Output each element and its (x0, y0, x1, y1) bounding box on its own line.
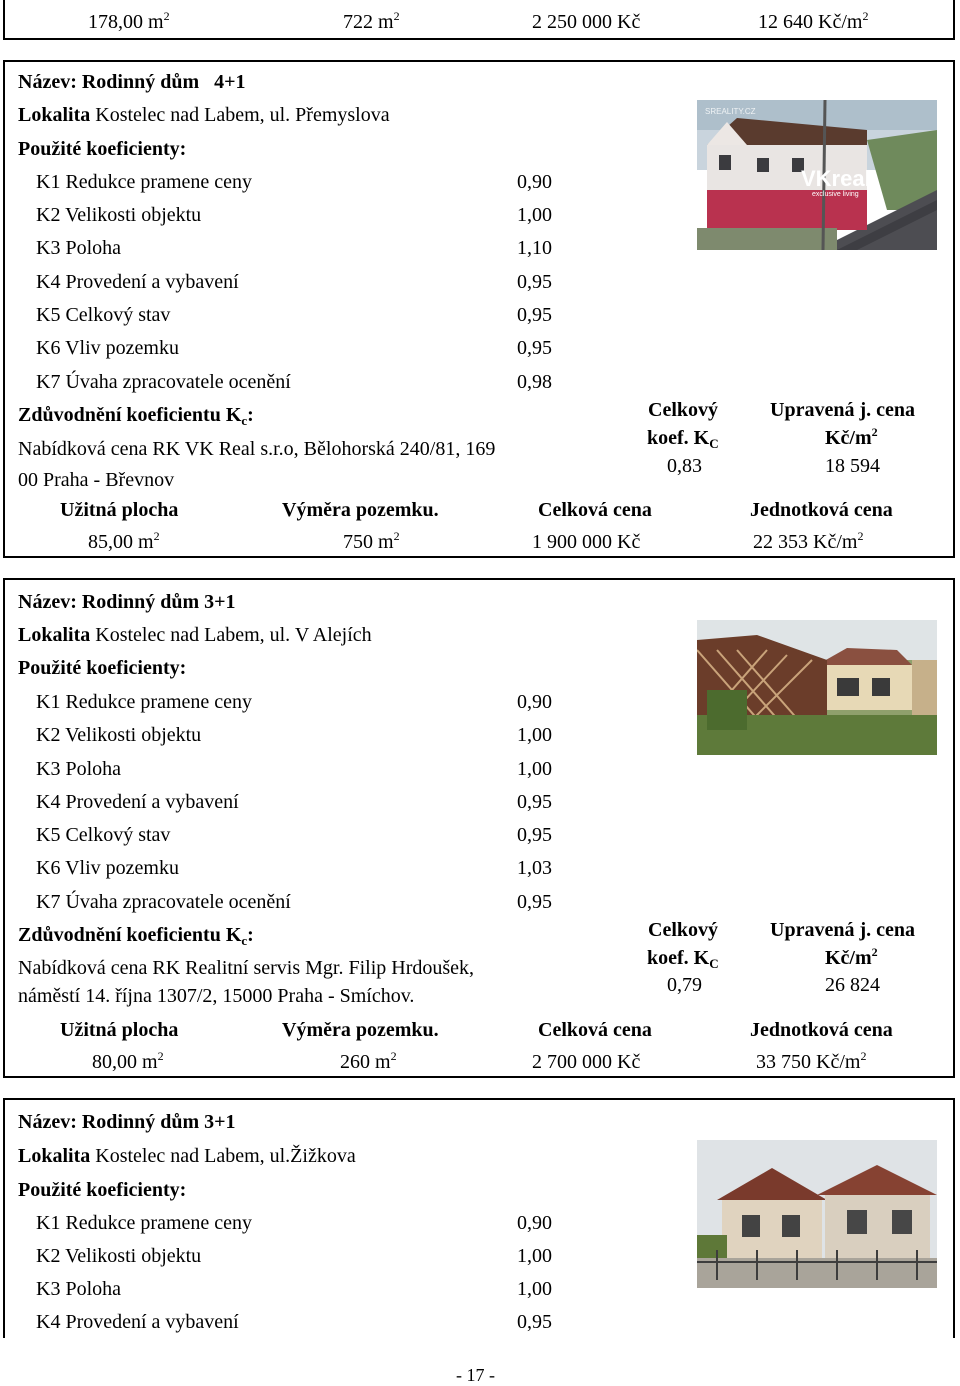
coef-value: 1,03 (517, 857, 552, 879)
coef-label: K4 Provedení a vybavení (36, 791, 239, 813)
coef-label: K4 Provedení a vybavení (36, 271, 239, 293)
coef-label: K1 Redukce pramene ceny (36, 171, 253, 193)
coef-value: 0,95 (517, 891, 552, 913)
top-price: 2 250 000 Kč (532, 11, 641, 33)
header-price: Celková cena (538, 1019, 652, 1041)
value-unit: 22 353 $Kč/m^2$ (753, 529, 864, 553)
total-koef-label: Celkový (648, 399, 718, 421)
coef-value: 0,95 (517, 1311, 552, 1333)
coef-value: 0,98 (517, 371, 552, 393)
coef-label: K2 Velikosti objektu (36, 204, 202, 226)
coefficients-heading: Použité koeficienty: (18, 657, 187, 679)
property-photo (697, 100, 937, 250)
coef-value: 1,00 (517, 724, 552, 746)
value-price: 2 700 000 Kč (532, 1051, 641, 1073)
coef-value: 0,95 (517, 271, 552, 293)
coef-label: K3 Poloha (36, 1278, 121, 1300)
coefficients-heading: Použité koeficienty: (18, 1179, 187, 1201)
source-line: Nabídková cena RK Realitní servis Mgr. Filip Hrdoušek, (18, 957, 475, 979)
listing-name: Název: Rodinný dům 3+1 (18, 1111, 236, 1133)
coef-label: K1 Redukce pramene ceny (36, 1212, 253, 1234)
coef-label: K3 Poloha (36, 758, 121, 780)
photo-watermark: VKreal (801, 166, 871, 191)
source-line: náměstí 14. října 1307/2, 15000 Praha - Smíchov. (18, 985, 415, 1007)
coef-label: K5 Celkový stav (36, 824, 171, 846)
coef-value: 0,95 (517, 824, 552, 846)
coef-label: K6 Vliv pozemku (36, 337, 179, 359)
source-line: 00 Praha - Břevnov (18, 469, 175, 491)
listing-locality: Lokalita Kostelec nad Labem, ul. Přemyslova (18, 104, 390, 126)
header-unit: Jednotková cena (750, 499, 893, 521)
coef-value: 0,90 (517, 1212, 552, 1234)
coef-value: 0,95 (517, 337, 552, 359)
property-photo (697, 1140, 937, 1288)
header-price: Celková cena (538, 499, 652, 521)
total-koef-value: 0,83 (667, 455, 702, 477)
listing-name: Název: Rodinný dům 3+1 (18, 591, 236, 613)
value-land: 750 $m^2$ (343, 529, 400, 553)
adjusted-price-label: Upravená j. cena (770, 399, 915, 421)
value-area: 85,00 $m^2$ (88, 529, 160, 553)
source-line: Nabídková cena RK VK Real s.r.o, Bělohorská 240/81, 169 (18, 438, 496, 460)
value-unit: 33 750 $Kč/m^2$ (756, 1049, 867, 1073)
page-number: - 17 - (456, 1365, 495, 1385)
top-unit: 12 640 $Kč/m^2$ (758, 9, 869, 33)
coef-value: 1,10 (517, 237, 552, 259)
coef-label: K4 Provedení a vybavení (36, 1311, 239, 1333)
coef-label: K7 Úvaha zpracovatele ocenění (36, 891, 291, 913)
coef-label: K7 Úvaha zpracovatele ocenění (36, 371, 291, 393)
coef-value: 0,90 (517, 691, 552, 713)
adjusted-price-label: Upravená j. cena (770, 919, 915, 941)
top-area: 178,00 $m^2$ (88, 9, 170, 33)
justification-heading: Zdůvodnění koeficientu $K_c$: (18, 404, 254, 428)
coef-label: K3 Poloha (36, 237, 121, 259)
coef-label: K2 Velikosti objektu (36, 724, 202, 746)
coef-value: 1,00 (517, 1245, 552, 1267)
adjusted-price-label: $Kč/m^2$ (825, 425, 878, 449)
coef-label: K5 Celkový stav (36, 304, 171, 326)
listing-locality: Lokalita Kostelec nad Labem, ul. V Alejích (18, 624, 372, 646)
total-koef-value: 0,79 (667, 974, 702, 996)
top-land: 722 $m^2$ (343, 9, 400, 33)
coef-value: 1,00 (517, 1278, 552, 1300)
coef-value: 0,95 (517, 791, 552, 813)
property-photo (697, 620, 937, 755)
value-land: 260 $m^2$ (340, 1049, 397, 1073)
total-koef-label: Celkový (648, 919, 718, 941)
coef-value: 0,95 (517, 304, 552, 326)
header-area: Užitná plocha (60, 1019, 179, 1041)
header-land: Výměra pozemku. (282, 499, 439, 521)
coef-value: 1,00 (517, 204, 552, 226)
photo-corner-mark: SREALITY.CZ (705, 107, 756, 116)
coef-value: 1,00 (517, 758, 552, 780)
coef-label: K6 Vliv pozemku (36, 857, 179, 879)
adjusted-price-value: 18 594 (825, 455, 880, 477)
value-area: 80,00 $m^2$ (92, 1049, 164, 1073)
listing-locality: Lokalita Kostelec nad Labem, ul.Žižkova (18, 1145, 356, 1167)
header-area: Užitná plocha (60, 499, 179, 521)
photo-watermark-sub: exclusive living (812, 191, 859, 198)
header-unit: Jednotková cena (750, 1019, 893, 1041)
adjusted-price-label: $Kč/m^2$ (825, 945, 878, 969)
total-koef-label: koef. $K_C$ (647, 947, 719, 971)
coef-label: K1 Redukce pramene ceny (36, 691, 253, 713)
justification-heading: Zdůvodnění koeficientu $K_c$: (18, 924, 254, 948)
coef-value: 0,90 (517, 171, 552, 193)
coefficients-heading: Použité koeficienty: (18, 138, 187, 160)
value-price: 1 900 000 Kč (532, 531, 641, 553)
adjusted-price-value: 26 824 (825, 974, 880, 996)
header-land: Výměra pozemku. (282, 1019, 439, 1041)
listing-name: Název: Rodinný dům 4+1 (18, 71, 246, 93)
coef-label: K2 Velikosti objektu (36, 1245, 202, 1267)
total-koef-label: koef. $K_C$ (647, 427, 719, 451)
